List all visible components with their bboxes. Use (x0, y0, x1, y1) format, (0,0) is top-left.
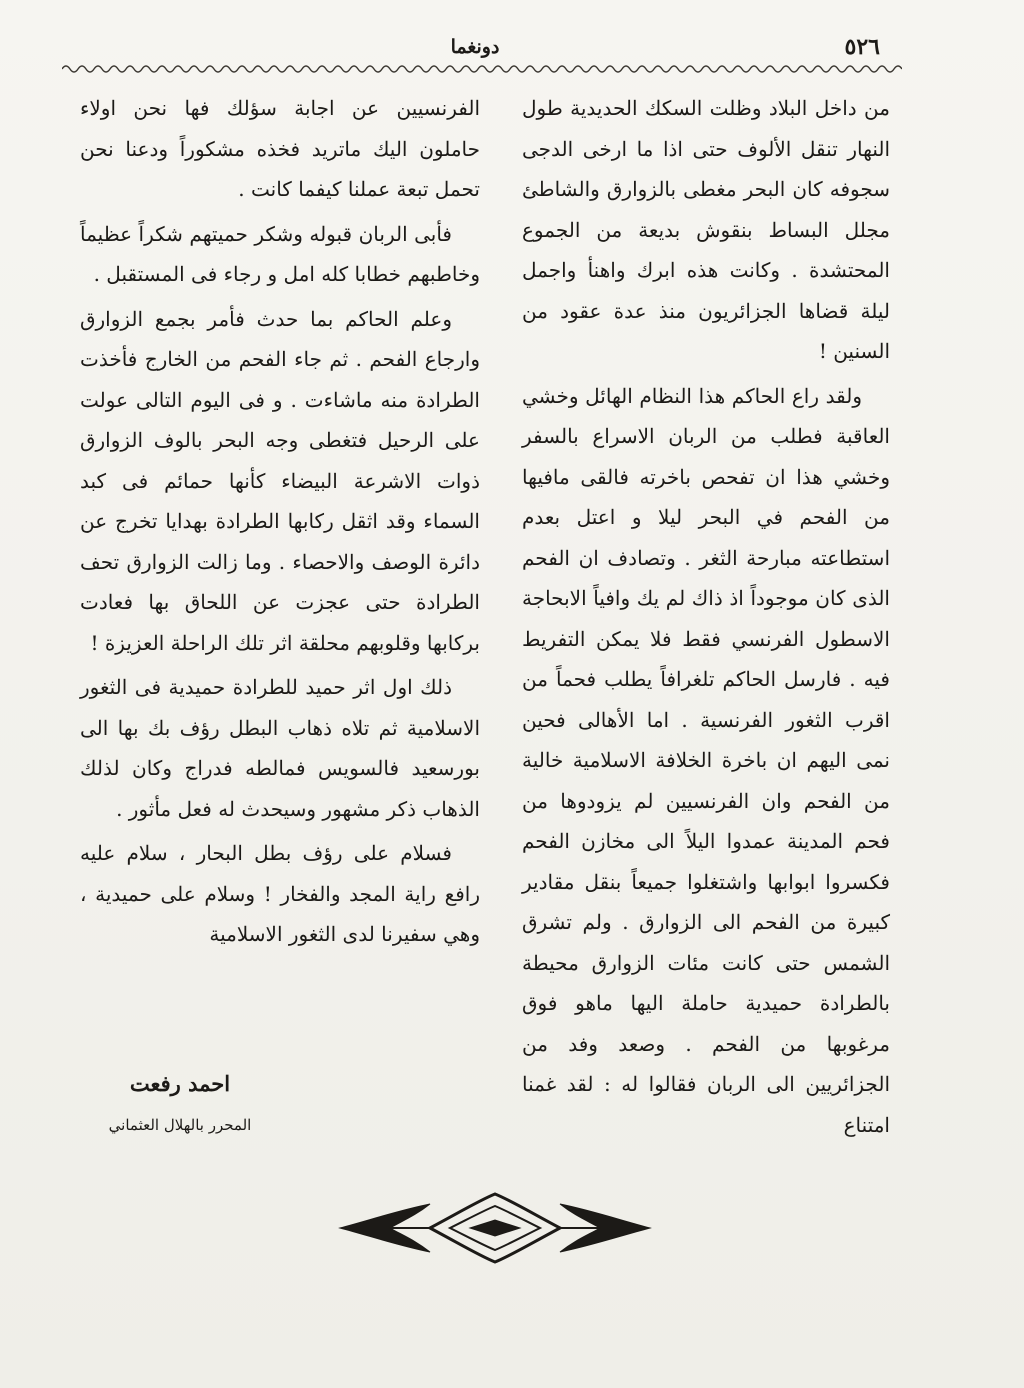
left-paragraph-1: الفرنسيين عن اجابة سؤلك فها نحن اولاء حاملون اليك ماتريد فخذه مشكوراً ودعنا نحن تحمل تبعة عملنا كيفما كانت . (80, 96, 480, 201)
left-paragraph-4: ذلك اول اثر حميد للطرادة حميدية فى الثغور الاسلامية ثم تلاه ذهاب البطل رؤف بك بها الى بورسعيد فالسويس فمالطه فدراج وكان لذلك الذهاب ذكر مشهور وسيحدث له فعل مأثور . (80, 675, 480, 821)
author-signature (100, 1068, 260, 1140)
right-paragraph-1: من داخل البلاد وظلت السكك الحديدية طول النهار تنقل الألوف حتى اذا ما ارخى الدجى سجوفه كان البحر مغطى بالزوارق والشاطئ مجلل البساط بنقوش بديعة من الجموع المحتشدة . وكانت هذه ابرك واهنأ واجمل ليلة قضاها الجزائريون منذ عدة عقود من السنين ! (522, 96, 890, 363)
author-role: المحرر بالهلال العثماني (108, 1116, 252, 1134)
right-paragraph-2: ولقد راع الحاكم هذا النظام الهائل وخشي العاقبة فطلب من الربان الاسراع بالسفر وخشي هذا ان تفحص باخرته فالقى مافيها من الفحم في البحر ليلا و اعتل بعدم استطاعته مبارحة الثغر . وتصادف ان الفحم الذى كان موجوداً اذ ذاك لم يك وافياً الابحاجة الاسطول الفرنسي فقط فلا يمكن التفريط فيه . فارسل الحاكم تلغرافاً يطلب فحماً من اقرب الثغور الفرنسية . اما الأهالى فحين نمى اليهم ان باخرة الخلافة الاسلامية خالية من الفحم وان الفرنسيين لم يزودوها من فحم المدينة عمدوا اليلاً الى مخازن الفحم فكسروا ابوابها واشتغلوا جميعاً بنقل مقادير كبيرة من الفحم الى الزوارق . ولم تشرق الشمس حتى كانت مئات الزوارق محيطة بالطرادة حميدية حاملة اليها ماهو فوق مرغوبها من الفحم . وصعد وفد من الجزائريين الى الربان فقالوا له : لقد غمنا امتناع (522, 383, 890, 1137)
right-column (522, 88, 890, 1145)
left-column (80, 88, 480, 955)
left-paragraph-5: فسلام على رؤف بطل البحار ، سلام عليه رافع راية المجد والفخار ! وسلام على حميدية ، وهي سفيرنا لدى الثغور الاسلامية (80, 841, 480, 946)
running-title: دونغما (450, 36, 500, 58)
page-number: ٥٢٦ (844, 34, 880, 60)
left-paragraph-2: فأبى الربان قبوله وشكر حميتهم شكراً عظيماً وخاطبهم خطابا كله امل و رجاء فى المستقبل . (80, 221, 480, 286)
author-name: احمد رفعت (129, 1071, 231, 1096)
wavy-header-rule (62, 62, 902, 76)
left-paragraph-3: وعلم الحاكم بما حدث فأمر بجمع الزوارق وارجاع الفحم . ثم جاء الفحم من الخارج فأخذت الطرادة منه ماشاءت . و فى اليوم التالى عولت على الرحيل فتغطى وجه البحر بالوف الزوارق ذوات الاشرعة البيضاء كأنها حمائم فى كبد السماء وقد اثقل ركابها الطرادة بهدايا تخرج عن دائرة الوصف والاحصاء . وما زالت الزوارق تحف الطرادة حتى عجزت عن اللحاق بها فعادت بركابها وقلوبهم محلقة اثر تلك الراحلة العزيزة ! (80, 306, 480, 655)
end-ornament-icon (330, 1190, 660, 1266)
